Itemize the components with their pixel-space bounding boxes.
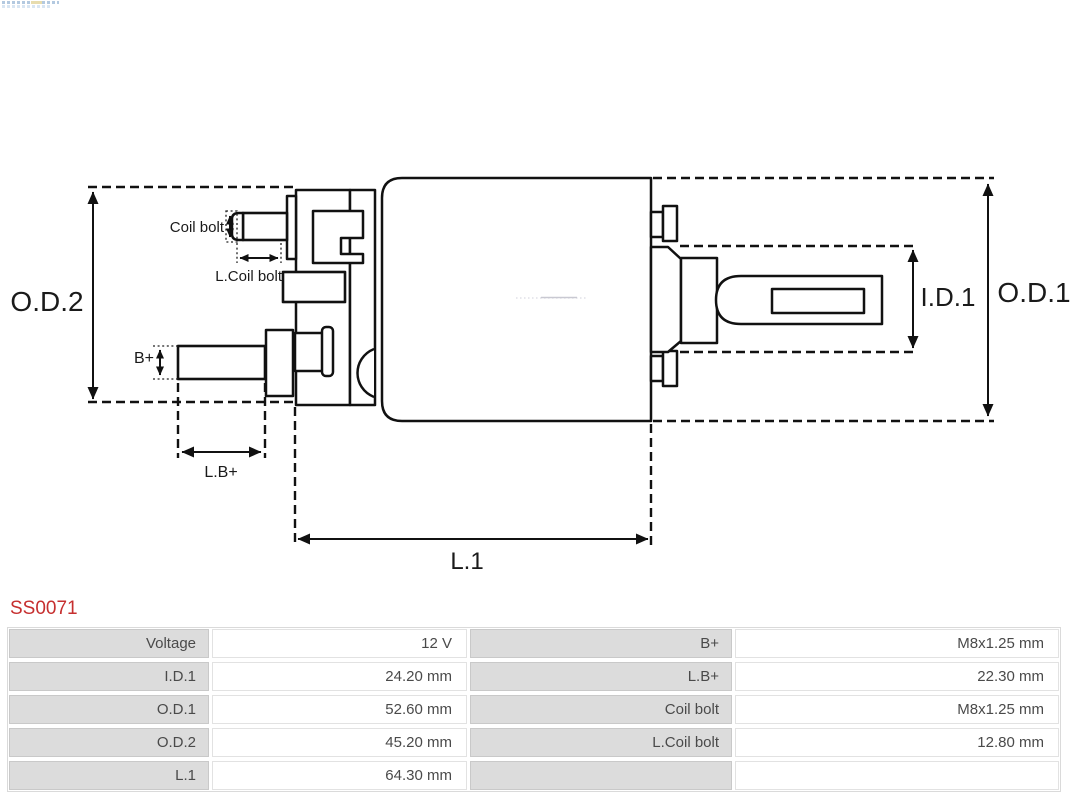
dimension-coil-bolt <box>170 211 237 242</box>
plunger-assembly <box>651 206 882 386</box>
l-coil-bolt-label: L.Coil bolt <box>215 268 282 285</box>
spec-label-cell: L.Coil bolt <box>470 728 732 757</box>
spec-label-cell: B+ <box>470 629 732 658</box>
l1-label: L.1 <box>450 548 484 575</box>
spec-label-cell: Voltage <box>9 629 209 658</box>
l-b-plus-label: L.B+ <box>204 464 238 481</box>
id1-label: I.D.1 <box>920 282 976 312</box>
spec-label-cell: O.D.1 <box>9 695 209 724</box>
spec-value-cell: M8x1.25 mm <box>735 629 1059 658</box>
dimension-b-plus <box>134 346 178 379</box>
part-number: SS0071 <box>10 598 78 619</box>
b-plus-label: B+ <box>133 350 154 367</box>
spec-value-cell: 12 V <box>212 629 467 658</box>
dimension-l-coil-bolt <box>215 243 283 285</box>
dimension-l-b-plus <box>178 383 265 481</box>
od1-label: O.D.1 <box>997 277 1071 308</box>
spec-value-cell: M8x1.25 mm <box>735 695 1059 724</box>
spec-value-cell: 22.30 mm <box>735 662 1059 691</box>
spec-label-cell: I.D.1 <box>9 662 209 691</box>
spec-value-cell: 64.30 mm <box>212 761 467 790</box>
spec-label-cell <box>470 761 732 790</box>
solenoid-body <box>382 178 651 421</box>
spec-value-cell: 45.20 mm <box>212 728 467 757</box>
spec-value-cell: 24.20 mm <box>212 662 467 691</box>
coil-bolt-label: Coil bolt <box>169 219 224 236</box>
spec-value-cell <box>735 761 1059 790</box>
coil-bolt <box>232 196 296 259</box>
spec-table <box>7 627 1061 792</box>
od2-label: O.D.2 <box>10 286 84 317</box>
dimension-l1 <box>295 407 651 575</box>
spec-value-cell: 12.80 mm <box>735 728 1059 757</box>
spec-label-cell: L.1 <box>9 761 209 790</box>
spec-label-cell: O.D.2 <box>9 728 209 757</box>
spec-label-cell: L.B+ <box>470 662 732 691</box>
spec-value-cell: 52.60 mm <box>212 695 467 724</box>
spec-label-cell: Coil bolt <box>470 695 732 724</box>
